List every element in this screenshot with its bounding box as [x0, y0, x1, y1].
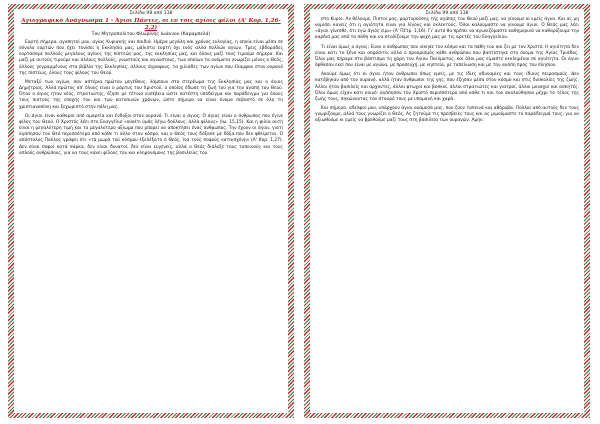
right-paragraph-4: Και σήμερα, αδελφοί μου, υπάρχουν άγιοι ανάμεσά μας, που ζουν ταπεινά και αθόρυβα. Πολλοί από αυτούς δεν τους γνωρίζουμε, αλλά τους γνωρίζει ο Θεός. Ας ζητούμε τις πρεσβείες τους και ας μιμούμαστε το παράδειγμά τους, για να αξιωθούμε κι εμείς να βρεθούμε μαζί τους στη βασιλεία των ουρανών. Αμήν.	[315, 106, 579, 124]
right-page-number: Σελίδα 99 από 138	[425, 11, 469, 16]
left-paragraph-3: Οι άγιοι είναι καθαροί από αμαρτία και ένδοξοι στον ουρανό. Τι είναι ο άγιος; Ο άγιος είναι ο άνθρωπος που έγινε φίλος του Θεού. Ο Χριστός λέει στο Ευαγγέλιο «οὐκέτι ὑμᾶς λέγω δούλους, ἀλλὰ φίλους» (Ιω. 15,15). Και η φιλία αυτή είναι η μεγαλύτερη τιμή και το μεγαλύτερο αξίωμα που μπορεί να αποκτήσει ένας άνθρωπος. Την έχουν οι άγιοι, γιατί αγάπησαν τον Θεό περισσότερο από κάθε τι άλλο στον κόσμο, και ο Θεός τους δόξασε με δόξα που δεν φθείρεται. Ο απόστολος Παύλος γράφει ότι «τὰ μωρὰ τοῦ κόσμου ἐξελέξατο ὁ Θεός, ἵνα τοὺς σοφοὺς καταισχύνῃ» (Α' Κορ. 1,27). Δεν είναι σοφοί κατά σάρκα, δεν είναι δυνατοί, δεν είναι ευγενείς, αλλά ο Θεός διάλεξε τους ταπεινούς και τους απλούς ανθρώπους, για να τους κάνει φίλους του και κληρονόμους της βασιλείας του.	[19, 113, 283, 156]
right-paragraph-3: Ακούμε όμως ότι οι άγιοι ήταν άνθρωποι όπως εμείς, με τις ίδιες αδυναμίες και τους ίδιους πειρασμούς. Δεν κατέβηκαν από τον ουρανό, αλλά ήταν άνθρωποι της γης, που έζησαν μέσα στον κόσμο και στις δυσκολίες της ζωής. Άλλοι ήταν βασιλείς και άρχοντες, άλλοι φτωχοί και βοσκοί, άλλοι στρατιώτες και γιατροί, άλλοι μοναχοί και ασκητές. Όλοι όμως είχαν κάτι κοινό: αγάπησαν τον Χριστό περισσότερο από κάθε τι και τον ακολούθησαν μέχρι το τέλος της ζωής τους, σηκώνοντας τον σταυρό τους με υπομονή και χαρά.	[315, 72, 579, 102]
left-page-number: Σελίδα 98 από 138	[129, 11, 173, 16]
right-page-content	[310, 9, 584, 413]
left-paragraph-2: Μεταξύ των αγίων, σαν αστέρια πρώτου μεγέθους, λάμπουν στο στερέωμα της Εκκλησίας μας και ο άγιος Δημήτριος. Αλλά πρώτος απ' όλους είναι ο μάρτυς του Χριστού, ο οποίος έδωσε τη ζωή του για την αγάπη του Θεού. Όταν ο άγιος ήταν νέος, στρατιώτης, έζησε με τέτοια ευσέβεια ώστε κατέστη υπόδειγμα και παράδειγμα για όλους τους πιστούς της εποχής του και των κατοπινών χρόνων, ώστε σήμερα να είναι όνομα σεβαστό σε όλη τη χριστιανοσύνη και ξεχωριστό στην πόλη μας.	[19, 79, 283, 110]
right-paragraph-2: Τι είναι όμως ο άγιος; Είναι ο άνθρωπος που νίκησε τον κόσμο και τα πάθη του και ζει με τον Χριστό. Η αγιότητα δεν είναι κάτι το ξένο και απρόσιτο, αλλά ο προορισμός κάθε ανθρώπου που βαπτίστηκε στο όνομα της Αγίας Τριάδος. Όλοι μας πήραμε στο βάπτισμα τη χάρη του Αγίου Πνεύματος, και όλοι μας είμαστε κεκλημένοι σε αγιότητα. Οι άγιοι έφθασαν εκεί που είναι με αγώνα, με προσευχή, με νηστεία, με ταπείνωση και με την αγάπη προς τον πλησίον.	[315, 44, 579, 69]
right-paragraph-1: στο Κυρίο. Αν θέλουμε, Πιστοί μας, μαρτυρούσης τής αγάπης του Θεού μαζί μας, να γίνουμε κι εμείς άγιοι. Και ας μη νομίσει κανείς ότι η αγιότητα είναι για λίγους και εκλεκτούς. Όλοι καλούμαστε να γίνουμε άγιοι. Ο Θεός μας λέει «ἅγιοι γίνεσθε, ὅτι ἐγὼ ἅγιός εἰμι» (Α' Πέτρ. 1,16). Γι' αυτό θα πρέπει να αγωνιζόμαστε καθημερινά να καθαρίζουμε την καρδιά μας από τα πάθη και να στολίζουμε την ψυχή μας με τις αρετές του Ευαγγελίου.	[315, 17, 579, 41]
sermon-title: Αγιογραφικό Ανάγνωσμα 1 - Άγιοι Πάντες, οι εν τοις αγίοις φίλοι (Α' Κορ. 1,26-2,2)	[21, 18, 281, 31]
left-page	[8, 4, 294, 418]
sermon-author: Του Μητροπολίτου Φλωρίνης Ιωάννου (Καραμπελά)	[91, 32, 211, 37]
left-paragraph-1: Εορτή σήμερα, αγαπητοί μου, αγίας Κυριακής και παιδιά. Ημέρα μεγάλη και χρόνος ευλογίας, η οποία είναι μέσα σε σύνολο εορτών που έχει τονίσει η Εκκλησία μας, μάλιστα εορτή όχι ενός αλλά πολλών αγίων. Τρεις εβδομάδες εορτάσαμε πολλούς μεγάλους αγίους της πίστεώς μας, της εκκλησίας μας, και όλους μαζί τους τιμούμε σήμερα. Και μαζί με αυτούς τιμούμε και άλλους πολλούς, γνωστούς και αγνώστους, των οποίων τα ονόματα γνωρίζει μόνος ο Θεός, άλλους γεγραμμένους στα βιβλία της Εκκλησίας, άλλους άγραφους, τα χιλιάδες των αγίων που έλαμψαν στον ουρανό της πίστεως, όλους τους φίλους του Θεού.	[19, 40, 283, 76]
left-page-content	[14, 9, 288, 413]
right-page	[304, 4, 590, 418]
